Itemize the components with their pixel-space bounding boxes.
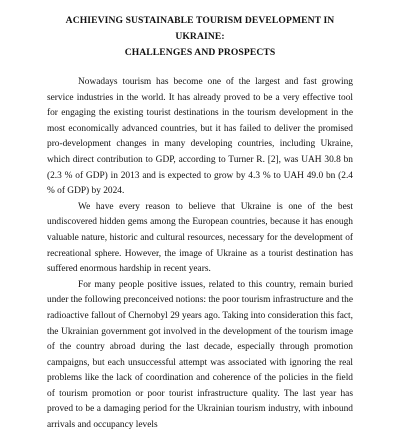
paragraph-1: Nowadays tourism has become one of the largest and fast growing service industries in the world. It has already proved to be a very effective tool for engaging the existing tourist destinations in the tourism development in the most economically advanced countries, but it has failed to deliver the promised pro-development changes in many developing countries, including Ukraine, which direct contribution to GDP, according to Turner R. [2], was UAH 30.8 bn (2.3 % of GDP) in 2013 and is expected to grow by 4.3 % to UAH 49.0 bn (2.4 % of GDP) by 2024. [47,77,353,197]
title-line-2: CHALLENGES AND PROSPECTS [124,47,276,58]
paragraph-2: We have every reason to believe that Ukraine is one of the best undiscovered hidden gems among the European countries, because it has enough valuable nature, historic and cultural resources, necessary for the development of recreational sphere. However, the image of Ukraine as a tourist destination has suffered enormous hardship in recent years. [47,201,353,275]
document-title [47,13,353,61]
title-line-1: ACHIEVING SUSTAINABLE TOURISM DEVELOPMENT IN UKRAINE: [65,15,335,42]
paragraph-3: For many people positive issues, related to this country, remain buried under the following preconceived notions: the poor tourism infrastructure and the radioactive fallout of Chernobyl 29 years ago. Taking into consideration this fact, the Ukrainian government got involved in the development of the tourism image of the country abroad during the last decade, especially through promotion campaigns, but each unsuccessful attempt was associated with ignoring the real problems like the lack of coordination and coherence of the policies in the field of tourism promotion or poor tourist infrastructure quality. The last year has proved to be a damaging period for the Ukrainian tourism industry, with inbound arrivals and occupancy levels [47,279,353,431]
